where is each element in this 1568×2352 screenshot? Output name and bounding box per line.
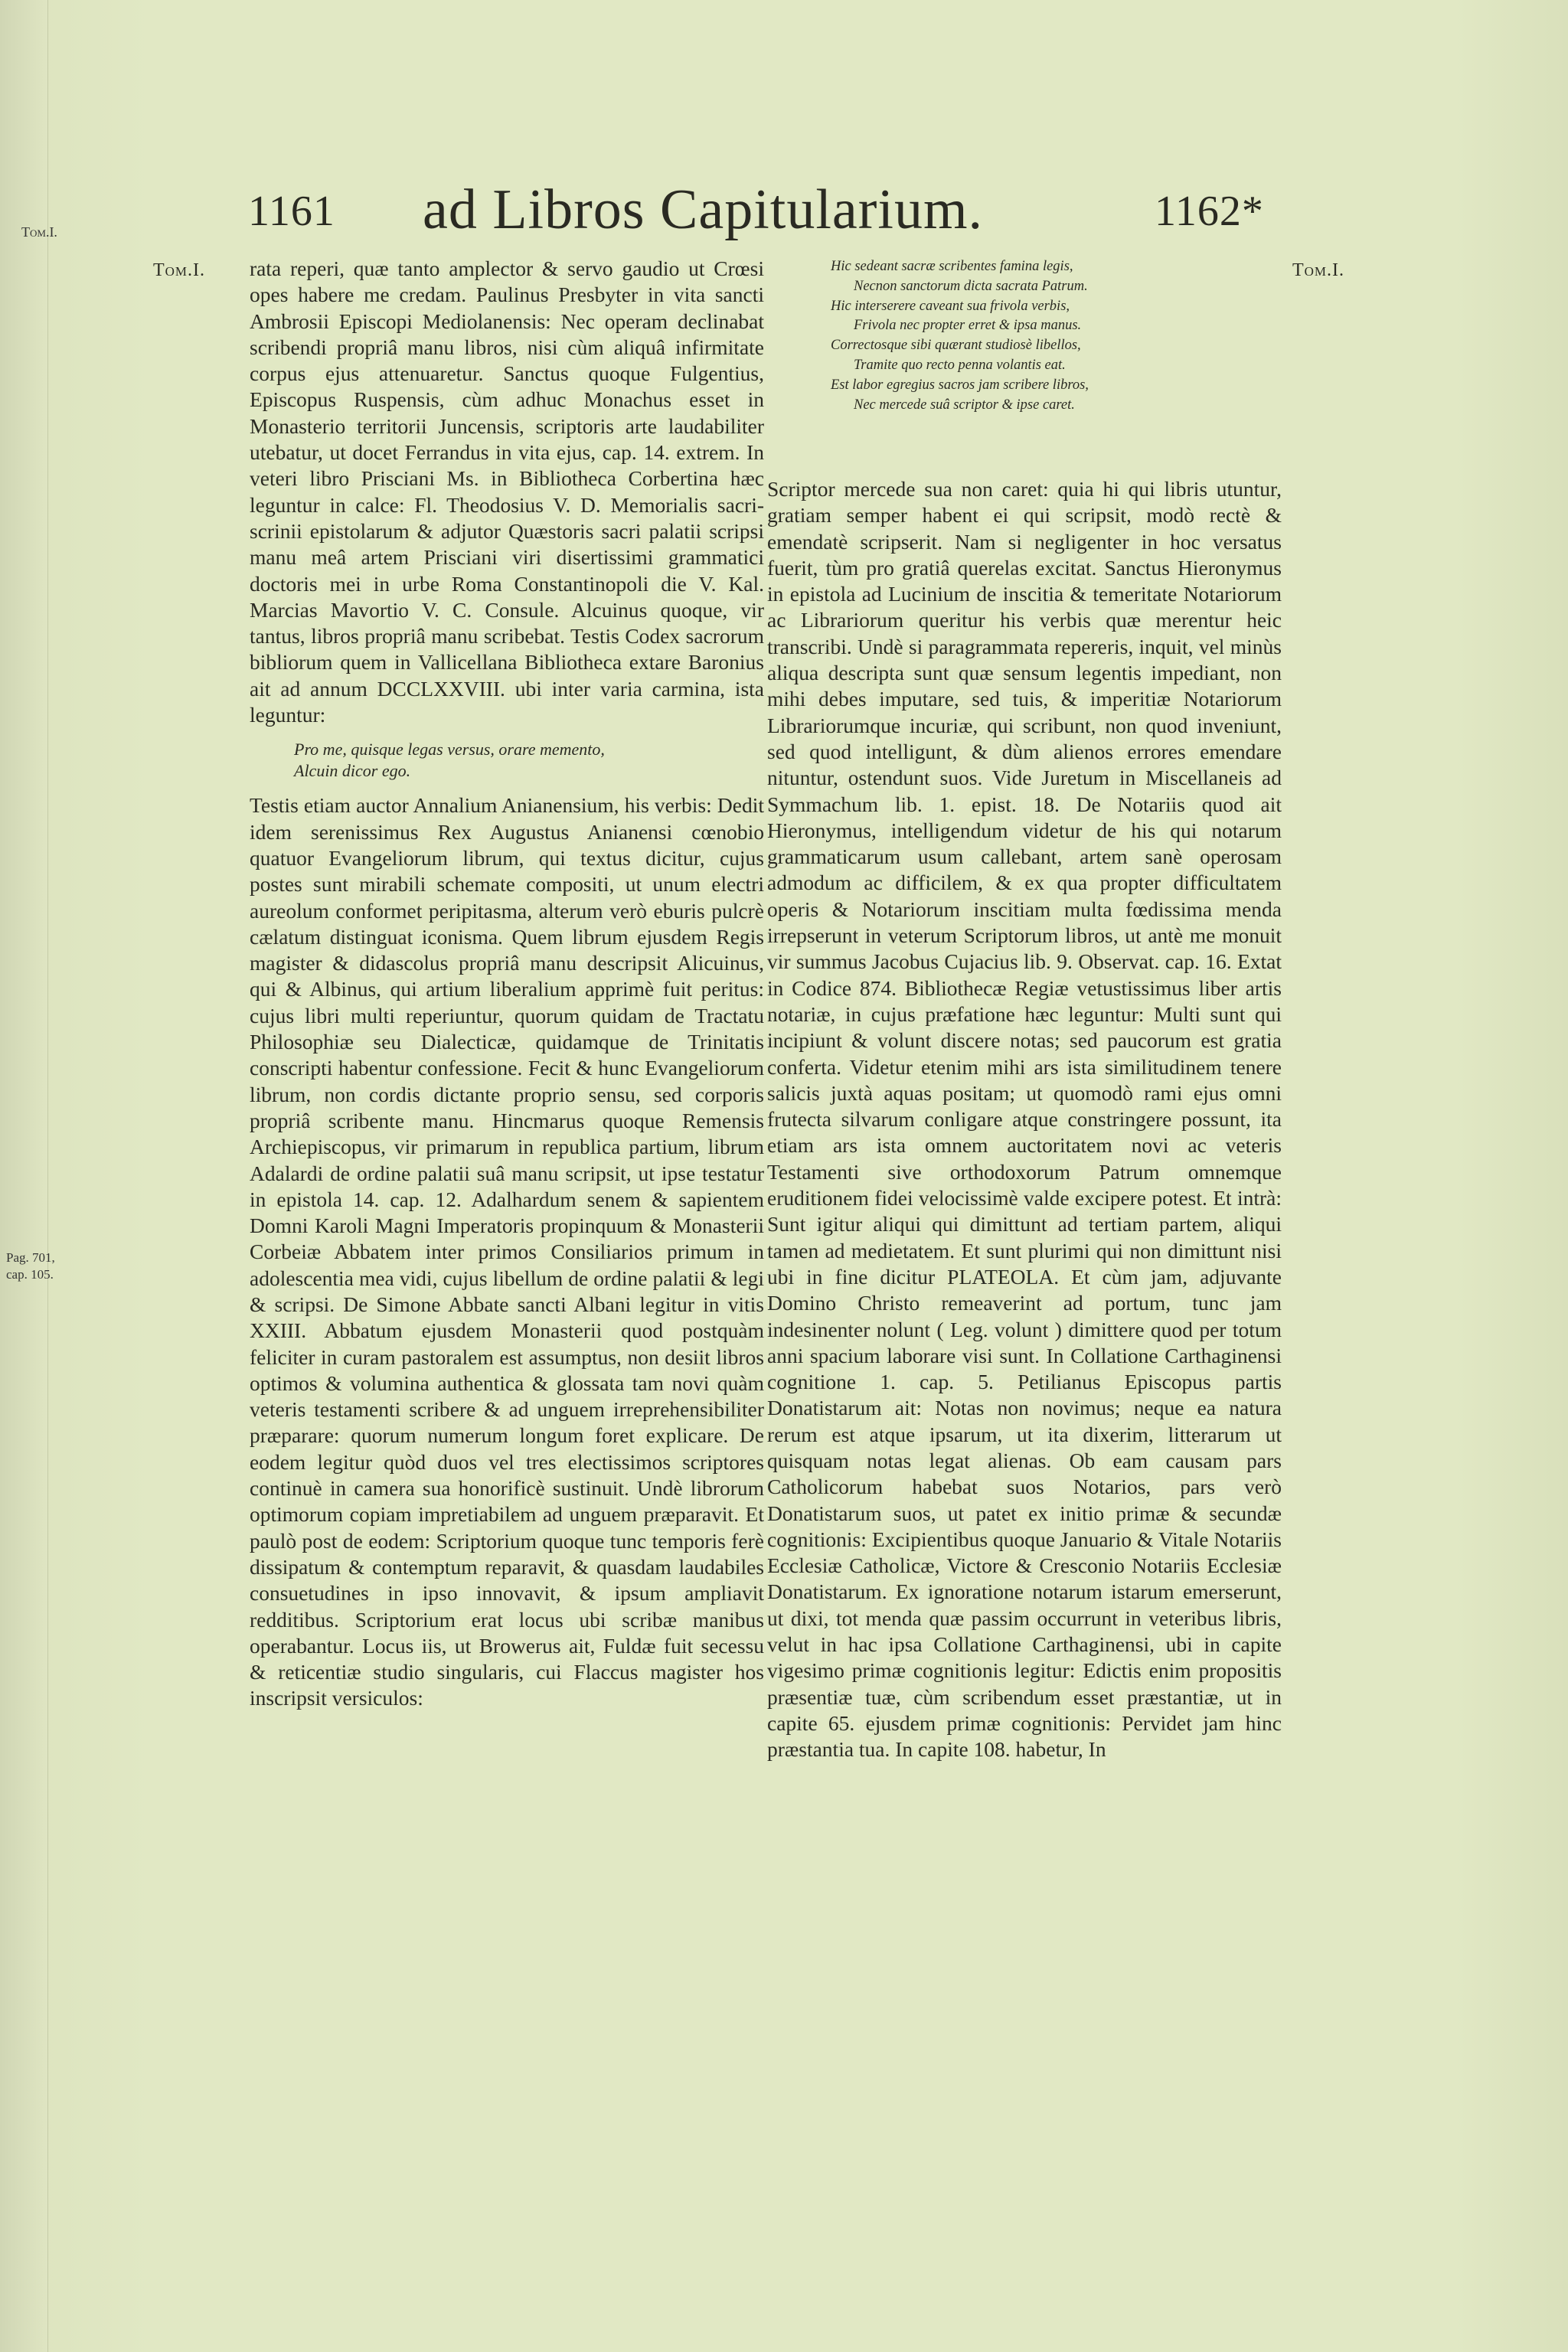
margin-tom-right: Tom.I.: [1292, 260, 1345, 280]
left-poem-line: Alcuin dicor ego.: [294, 761, 411, 781]
right-poem-line: Tramite quo recto penna volantis eat.: [854, 357, 1066, 373]
margin-reference: [6, 1250, 55, 1283]
previous-page-edge: [0, 0, 57, 2352]
left-paragraph-2: Testis etiam auctor Annalium Anianensium, his verbis: Dedit idem serenissimus Rex Augustus Anianensi cœnobio quatuor Evangeliorum librum, qui textus dicitur, cujus postes sunt mirabili schemate compositi, ut unum electri aureolum conformet peripitasma, alterum verò eburis pulcrè cælatum distinguat iconisma. Quem librum ejusdem Regis magister & didascolus propriâ manu descripsit Alicuinus, qui & Albinus, qui artium liberalium apprimè fuit peritus: cujus libri multi reperiuntur, quorum quidam de Tractatu Philosophiæ seu Dialecticæ, quidamque de Trinitatis conscripti habentur confessione. Fecit & hunc Evangeliorum librum, non cordis dictante proprio sensu, sed corporis propriâ scribente manu. Hincmarus quoque Remensis Archiepiscopus, vir primarum in republica partium, librum Adalardi de ordine palatii suâ manu scripsit, ut ipse testatur in epistola 14. cap. 12. Adalhardum senem & sapientem Domni Karoli Magni Imperatoris propinquum & Monasterii Corbeiæ Abbatem inter primos Consiliarios primum in adolescentia mea vidi, cujus libellum de ordine palatii & legi & scripsi. De Simone Abbate sancti Albani legitur in vitis XXIII. Abbatum ejusdem Monasterii quod postquàm feliciter in curam pastoralem est assumptus, non desiit libros optimos & volumina authentica & glossata tam novi quàm veteris testamenti scribere & ad unguem irreprehensibiliter præparare: quorum numerum longum foret explicare. De eodem legitur quòd duos vel tres electissimos scriptores continuè in camera sua honorificè sustinuit. Undè librorum optimorum copiam impretiabilem ad unguem præparavit. Et paulò post de eodem: Scriptorium quoque tunc temporis ferè dissipatum & contemptum reparavit, & quasdam laudabiles consuetudines in ipso innovavit, & ipsum ampliavit redditibus. Scriptorium erat locus ubi scribæ manibus operabantur. Locus iis, ut Browerus ait, Fuldæ fuit secessu & reticentiæ studio singularis, cui Flaccus magister hos inscripsit versiculos:: [250, 793, 764, 1710]
margin-reference-line1: Pag. 701,: [6, 1250, 55, 1265]
running-title: ad Libros Capitularium.: [423, 178, 984, 241]
page-header: [0, 178, 1568, 239]
right-poem-line: Frivola nec propter erret & ipsa manus.: [854, 318, 1082, 334]
right-paragraph-1: Scriptor mercede sua non caret: quia hi qui libris utuntur, gratiam semper habent ei qui scripsit, modò rectè & emendatè scripserit. Nam si negligenter in hoc versatus fuerit, tùm pro gratiâ querelas excitat. Sanctus Hieronymus in epistola ad Lucinium de inscitia & temeritate Notariorum ac Librariorum queritur his verbis quæ merentur heic transcribi. Undè si paragrammata repereris, inquit, vel minùs aliqua descripta sunt quæ sensum legentis impediant, non mihi debes imputare, sed tuis, & imperitiæ Notariorum Librariorumque incuriæ, qui scribunt, non quod inveniunt, sed quod intelligunt, & dùm alienos errores emendare nituntur, ostendunt suos. Vide Juretum in Miscellaneis ad Symmachum lib. 1. epist. 18. De Notariis quod ait Hieronymus, intelligendum videtur de his qui notarum grammaticarum usum callebant, artem sanè operosam admodum ac difficilem, & ex qua propter difficultatem operis & Notariorum inscitiam multa fœdissima menda irrepserunt in veterum Scriptorum libros, ut antè me monuit vir summus Jacobus Cujacius lib. 9. Observat. cap. 16. Extat in Codice 874. Bibliothecæ Regiæ vetustissimus liber artis notariæ, in cujus præfatione hæc leguntur: Multi sunt qui incipiunt & volunt discere notas; sed paucorum est gratia conferta. Videtur etenim mihi ars ista similitudinem tenere salicis juxtà aquas positam; ut quomodò rami ejus omni frutecta silvarum conligare atque constringere possunt, ita etiam ars ista omnem auctoritatem novi ac veteris Testamenti sive orthodoxorum Patrum omnemque eruditionem fidei velocissimè valde excipere potest. Et intrà: Sunt igitur aliqui qui dimittunt ad tertiam partem, aliqui tamen ad medietatem. Et sunt plurimi qui non dimittunt nisi ubi in fine dicitur PLATEOLA. Et cùm jam, adjuvante Domino Christo remeaverint ad portum, tunc jam indesinenter nolunt ( Leg. volunt ) dimittere quod per totum anni spacium laborare visi sunt. In Collatione Carthaginensi cognitione 1. cap. 5. Petilianus Episcopus partis Donatistarum ait: Notas non novimus; neque ea natura rerum est atque ipsarum, ut ita dixerim, litterarum ut quisquam notas legat alienas. Ob eam causam pars Catholicorum habebat suos Notarios, pars verò Donatistarum suos, ut patet ex initio primæ & secundæ cognitionis: Excipientibus quoque Januario & Vitale Notariis Ecclesiæ Catholicæ, Victore & Cresconio Notariis Ecclesiæ Donatistarum. Ex ignoratione notarum istarum emerserunt, ut dixi, tot menda quæ passim occurrunt in veteribus libris, velut in hac ipsa Collatione Carthaginensi, ubi in capite vigesimo primæ cognitionis legitur: Edictis enim propositis præsentiæ tuæ, cùm scribendum esset præstantiæ, ut in capite 65. ejusdem primæ cognitionis: Pervidet jam hinc præstantia tua. In capite 108. habetur, In: [767, 477, 1282, 1762]
margin-tom-left: Tom.I.: [153, 260, 206, 280]
right-poem-line: Necnon sanctorum dicta sacrata Patrum.: [854, 278, 1088, 294]
left-paragraph-1: rata reperi, quæ tanto amplector & servo gaudio ut Crœsi opes habere me credam. Paulinus Presbyter in vita sancti Ambrosii Episcopi Mediolanensis: Nec operam declinabat scribendi propriâ manu libros, nisi cùm aliquâ infirmitate corpus ejus attenuaretur. Sanctus quoque Fulgentius, Episcopus Ruspensis, cùm adhuc Monachus esset in Monasterio territorii Juncensis, scriptoris arte laudabiliter utebatur, ut docet Ferrandus in vita ejus, cap. 14. extrem. In veteri libro Prisciani Ms. in Bibliotheca Corbertina hæc leguntur in calce: Fl. Theodosius V. D. Memorialis sacri-scrinii epistolarum & adjutor Quæstoris sacri palatii scripsi manu meâ artem Prisciani viri disertissimi grammatici doctoris mei in urbe Roma Constantinopoli die V. Kal. Marcias Mavortio V. C. Consule. Alcuinus quoque, vir tantus, libros propriâ manu scribebat. Testis Codex sacrorum bibliorum quem in Vallicellana Bibliotheca extare Baronius ait ad annum DCCLXXVIII. ubi inter varia carmina, ista leguntur:: [250, 256, 764, 727]
right-poem: [831, 257, 1259, 415]
page-number-right: 1162*: [1155, 188, 1264, 235]
left-poem: [250, 739, 764, 782]
left-column: [250, 256, 764, 1712]
right-poem-line: Est labor egregius sacros jam scribere libros,: [831, 377, 1089, 393]
far-left-tom-label: Tom.I.: [21, 224, 57, 240]
margin-reference-line2: cap. 105.: [6, 1267, 54, 1282]
right-poem-line: Nec mercede suâ scriptor & ipse caret.: [854, 397, 1075, 413]
right-column: [767, 476, 1282, 1763]
right-poem-line: Hic sedeant sacræ scribentes famina legis,: [831, 259, 1073, 274]
right-poem-line: Hic interserere caveant sua frivola verbis,: [831, 298, 1070, 314]
page-number-left: 1161: [248, 188, 335, 235]
right-poem-line: Correctosque sibi quærant studiosè libellos,: [831, 338, 1081, 354]
left-poem-line: Pro me, quisque legas versus, orare memento,: [294, 740, 605, 760]
